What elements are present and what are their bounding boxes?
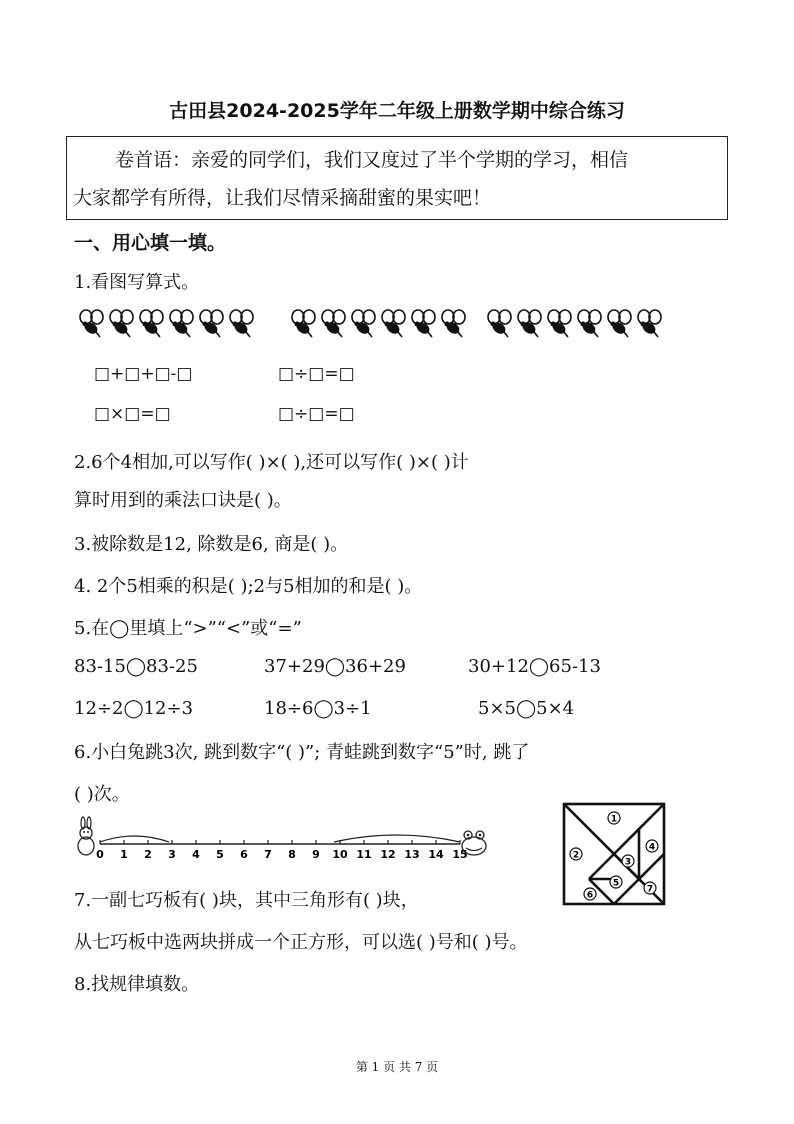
number-line-tick-label: 15: [452, 848, 468, 861]
question-5-label: 5.在◯里填上“>”“<”或“=”: [74, 618, 302, 639]
tangram-piece-label: [608, 812, 620, 825]
intro-line-2: 大家都学有所得，让我们尽情采摘甜蜜的果实吧！: [73, 187, 492, 209]
tangram-piece-label: [644, 882, 656, 895]
number-line-tick-label: 2: [144, 848, 152, 861]
section-heading-1: 一、用心填一填。: [74, 232, 227, 254]
bee-icon: [578, 310, 601, 337]
bee-icon: [230, 310, 253, 337]
bee-group-1: [74, 306, 260, 340]
bee-icon: [638, 310, 661, 337]
question-6-line-2: ( )次。: [74, 784, 130, 805]
compare-3: 30+12◯65-13: [468, 656, 601, 677]
number-line-tick-label: 14: [428, 848, 444, 861]
number-line-tick-label: 9: [312, 848, 320, 861]
question-4: 4. 2个5相乘的积是( );2与5相加的和是( )。: [74, 576, 423, 597]
page-footer: 第 1 页 共 7 页: [355, 1060, 439, 1074]
tangram-piece-label: [584, 888, 596, 901]
compare-5: 18÷6◯3÷1: [264, 698, 372, 719]
number-line-tick-label: 13: [404, 848, 420, 861]
bee-icon: [488, 310, 511, 337]
question-7-line-1: 7.一副七巧板有( )块，其中三角形有( )块，: [74, 890, 419, 911]
tangram-piece-label: [610, 876, 622, 889]
bee-icon: [412, 310, 435, 337]
svg-text:4: 4: [648, 842, 656, 853]
tangram-piece-label: [646, 840, 658, 853]
svg-text:5: 5: [612, 878, 620, 889]
bee-icon: [170, 310, 193, 337]
number-line-tick-label: 0: [96, 848, 104, 861]
question-6-line-1: 6.小白兔跳3次, 跳到数字“( )”; 青蛙跳到数字“5”时, 跳了: [74, 742, 530, 763]
number-line-tick-label: 4: [192, 848, 200, 861]
number-line-tick-label: 1: [120, 848, 128, 861]
intro-line-1: 卷首语：亲爱的同学们，我们又度过了半个学期的学习，相信: [115, 149, 629, 171]
bee-icon: [322, 310, 345, 337]
bee-icon: [608, 310, 631, 337]
svg-text:3: 3: [624, 857, 632, 868]
number-line-tick-label: 7: [264, 848, 272, 861]
question-3: 3.被除数是12, 除数是6, 商是( )。: [74, 534, 349, 555]
equation-div-2: □÷□=□: [278, 404, 355, 424]
number-line-tick-label: 10: [332, 848, 348, 861]
svg-text:6: 6: [586, 890, 594, 901]
equation-div-1: □÷□=□: [278, 364, 355, 384]
number-line-tick-label: 8: [288, 848, 296, 861]
tangram-piece-label: [570, 848, 582, 861]
intro-box: [66, 136, 728, 220]
compare-2: 37+29◯36+29: [264, 656, 406, 677]
bee-icon: [382, 310, 405, 337]
tangram-figure: [560, 800, 668, 908]
number-line-tick-label: 5: [216, 848, 224, 861]
number-line-tick-label: 11: [356, 848, 372, 861]
frog-jump-arc: [334, 835, 460, 842]
bee-group-3: [482, 306, 668, 340]
number-line-tick-label: 3: [168, 848, 176, 861]
page-title: 古田县2024-2025学年二年级上册数学期中综合练习: [169, 100, 625, 122]
bee-icon: [80, 310, 103, 337]
question-2-line-2: 算时用到的乘法口诀是( )。: [74, 490, 292, 511]
bee-icon: [548, 310, 571, 337]
bee-icon: [110, 310, 133, 337]
rabbit-jump-arc: [100, 836, 169, 842]
tangram-piece-label: [622, 855, 634, 868]
bee-group-2: [286, 306, 472, 340]
equation-add-sub: □+□+□-□: [94, 364, 193, 384]
equation-mul: □×□=□: [94, 404, 171, 424]
bee-icon: [518, 310, 541, 337]
svg-text:2: 2: [572, 850, 580, 861]
bee-icon: [140, 310, 163, 337]
compare-1: 83-15◯83-25: [74, 656, 198, 677]
bee-icon: [352, 310, 375, 337]
question-7-line-2: 从七巧板中选两块拼成一个正方形，可以选( )号和( )号。: [74, 932, 528, 953]
bee-icon: [292, 310, 315, 337]
number-line-tick-label: 6: [240, 848, 248, 861]
question-2-line-1: 2.6个4相加,可以写作( )×( ),还可以写作( )×( )计: [74, 452, 469, 473]
compare-6: 5×5◯5×4: [478, 698, 575, 719]
question-8: 8.找规律填数。: [74, 974, 200, 995]
bee-icon: [200, 310, 223, 337]
number-line-tick-label: 12: [380, 848, 396, 861]
svg-text:1: 1: [610, 814, 618, 825]
rabbit-icon: [78, 817, 94, 855]
number-line: [72, 816, 492, 866]
bee-icon: [442, 310, 465, 337]
question-1-label: 1.看图写算式。: [74, 272, 200, 293]
compare-4: 12÷2◯12÷3: [74, 698, 194, 719]
svg-text:7: 7: [646, 884, 654, 895]
